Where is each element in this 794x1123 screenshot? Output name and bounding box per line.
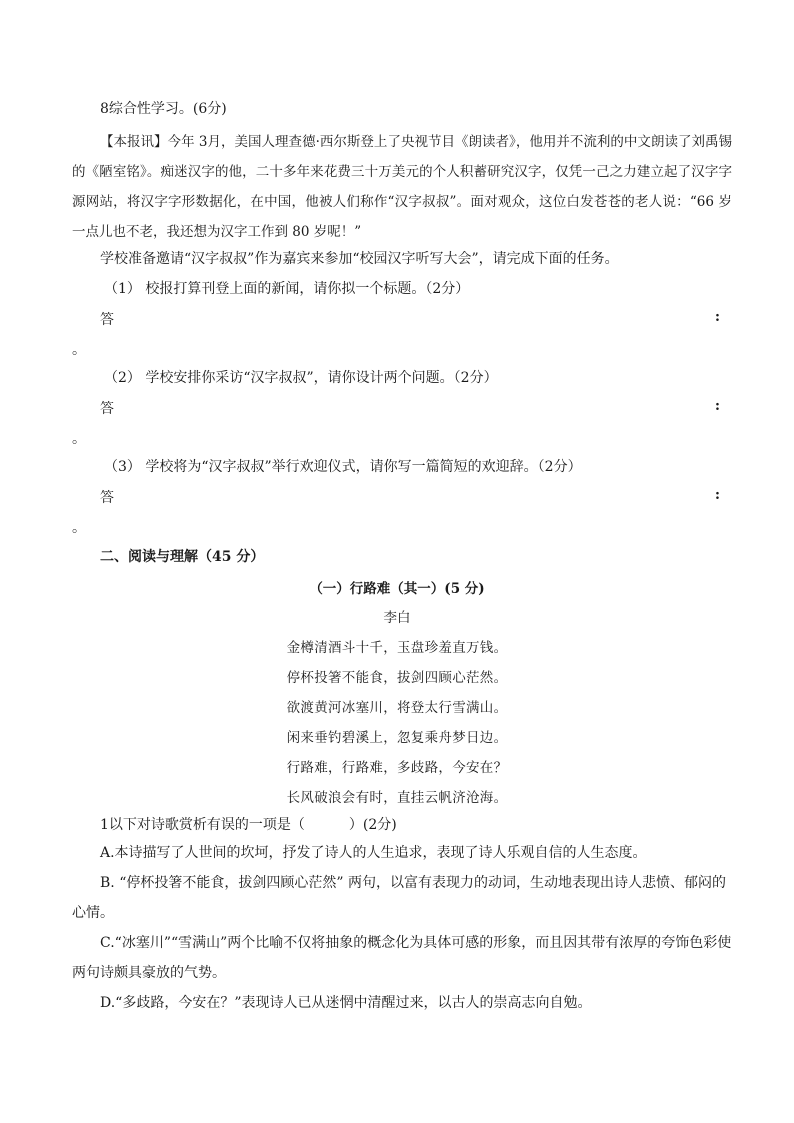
task-1-label: （1） 校报打算刊登上面的新闻，请你拟一个标题。（2分）: [104, 281, 470, 297]
section-heading: 二、阅读与理解（45 分）: [100, 549, 265, 565]
answer-end-mark: 。: [72, 431, 86, 447]
question-stem-text: 1以下对诗歌赏析有误的一项是（: [100, 817, 305, 833]
poem-line: 长风破浪会有时，直挂云帆济沧海。: [286, 790, 508, 806]
news-paragraph: 【本报讯】今年 3月，美国人理查德·西尔斯登上了央视节目《朗读者》，他用并不流利的中文朗读了刘禹锡的《陋室铭》。痴迷汉字的他，二十多年来花费三十万美元的个人积蓄研究汉字，仅凭一己之力建立起了汉字字源网站，将汉字字形数据化，在中国，他被人们称作“汉字叔叔”。面对观众，这位白发苍苍的老人说：“66 岁一点儿也不老，我还想为汉字工作到 80 岁呢！”: [72, 134, 732, 240]
answer-prefix: 答: [100, 490, 114, 506]
poem-line: 行路难，行路难，多歧路，今安在？: [286, 760, 508, 776]
task-2-answer-row: [100, 398, 720, 418]
poem-author: 李白: [383, 610, 411, 626]
answer-colon: :: [714, 309, 720, 325]
question-stem: [100, 815, 397, 835]
option-c: C.“冰塞川”“雪满山”两个比喻不仅将抽象的概念化为具体可感的形象，而且因其带有浓厚的夸饰色彩使两句诗颇具豪放的气势。: [72, 935, 732, 981]
q8-heading: 8综合性学习。(6分): [100, 101, 227, 117]
option-b: B. “停杯投箸不能食，拔剑四顾心茫然” 两句，以富有表现力的动词，生动地表现出诗人悲愤、郁闷的心情。: [72, 875, 726, 921]
answer-prefix: 答: [100, 312, 114, 328]
option-a: A.本诗描写了人世间的坎坷，抒发了诗人的人生追求，表现了诗人乐观自信的人生态度。: [100, 845, 647, 861]
poem-line: 欲渡黄河冰塞川，将登太行雪满山。: [286, 700, 508, 716]
poem-line: 闲来垂钓碧溪上，忽复乘舟梦日边。: [286, 730, 508, 746]
task-2-label: （2） 学校安排你采访“汉字叔叔”，请你设计两个问题。（2分）: [104, 370, 498, 386]
option-d: D.“多歧路，今安在？”表现诗人已从迷惘中清醒过来，以古人的崇高志向自勉。: [100, 995, 592, 1011]
q8-intro: 学校准备邀请“汉字叔叔”作为嘉宾来参加“校园汉字听写大会”，请完成下面的任务。: [100, 251, 619, 267]
answer-end-mark: 。: [72, 520, 86, 536]
question-score: ）(2分): [348, 817, 397, 833]
poem-line: 金樽清酒斗十千，玉盘珍羞直万钱。: [286, 640, 508, 656]
task-1-answer-row: [100, 309, 720, 329]
poem-line: 停杯投箸不能食，拔剑四顾心茫然。: [286, 670, 508, 686]
answer-end-mark: 。: [72, 342, 86, 358]
answer-prefix: 答: [100, 401, 114, 417]
answer-colon: :: [714, 487, 720, 503]
task-3-label: （3） 学校将为“汉字叔叔”举行欢迎仪式，请你写一篇简短的欢迎辞。（2分）: [104, 459, 582, 475]
answer-colon: :: [714, 398, 720, 414]
poem-title: （一）行路难（其一）(5 分): [309, 581, 485, 597]
task-3-answer-row: [100, 487, 720, 507]
